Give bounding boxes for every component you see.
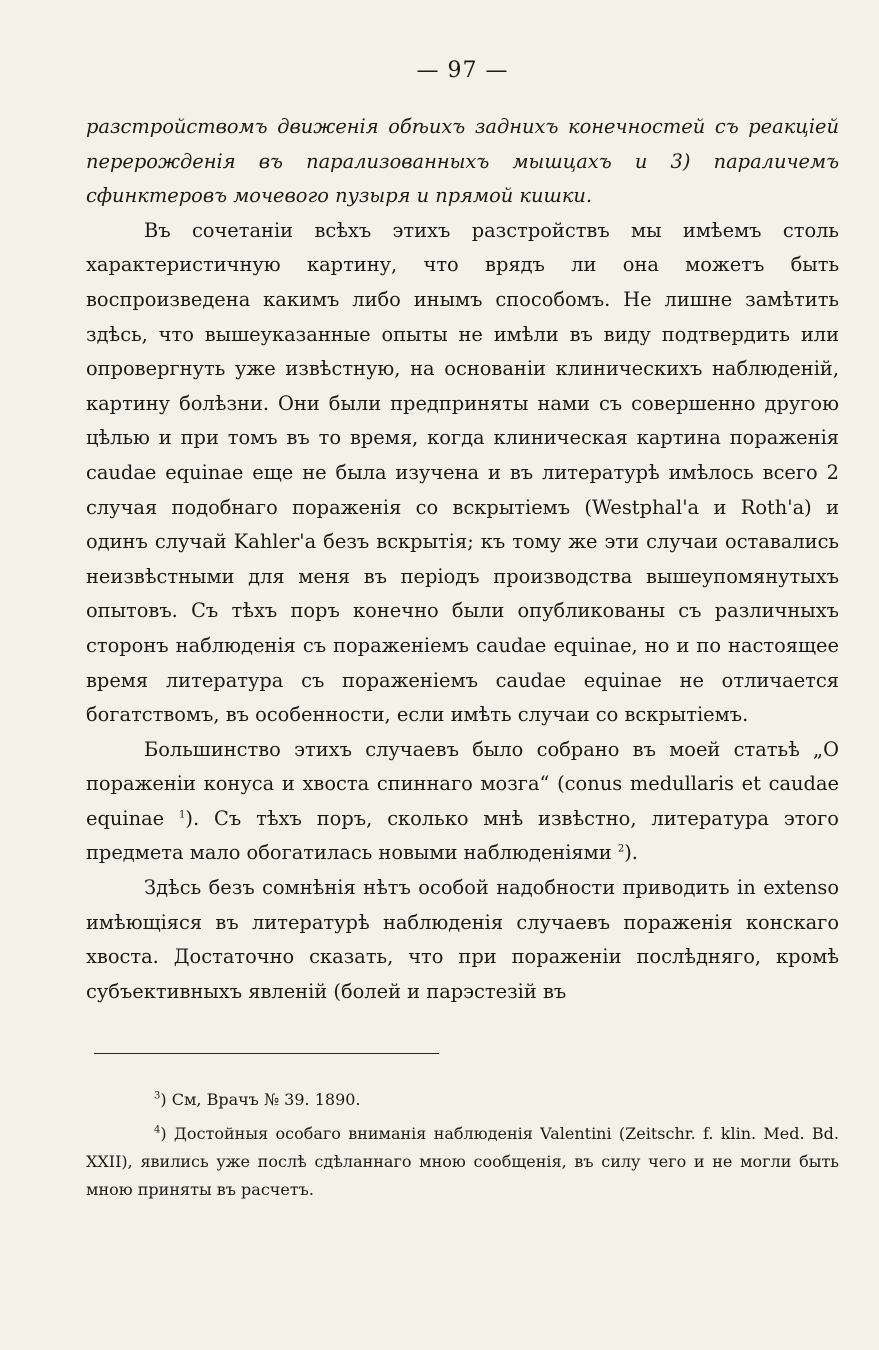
footnotes — [86, 1086, 839, 1204]
paragraph-4: Здѣсь безъ сомнѣнія нѣтъ особой надобности приводить in extenso имѣющіяся въ литературѣ наблюденія случаевъ пораженія конскаго хвоста. Достаточно сказать, что при пораженіи послѣдняго, кромѣ субъективныхъ явленій (болей и парэстезій въ — [86, 876, 839, 1003]
footnote-1-marker: 3 — [154, 1091, 161, 1103]
page-number: — 97 — — [416, 58, 509, 83]
footnote-2-marker: 4 — [154, 1125, 161, 1137]
paragraph-3-text-a: Большинство этихъ случаевъ было собрано въ моей статьѣ „О пораженіи конуса и хвоста спиннаго мозга“ (conus medullaris et caudae equinae — [86, 737, 839, 830]
paragraph-3-text-c: ). — [624, 841, 638, 865]
footnote-1-text: ) См, Врачъ № 39. 1890. — [160, 1090, 361, 1110]
main-text — [86, 110, 839, 1009]
paragraph-2: Въ сочетаніи всѣхъ этихъ разстройствъ мы имѣемъ столь характеристичную картину, что врядъ ли она можетъ быть воспроизведена какимъ либо инымъ способомъ. Не лишне замѣтить здѣсь, что вышеуказанные опыты не имѣли въ виду подтвердить или опровергнуть уже извѣстную, на основаніи клиническихъ наблюденій, картину болѣзни. Они были предприняты нами съ совершенно другою цѣлью и при томъ въ то время, когда клиническая картина пораженія caudae equinae еще не была изучена и въ литературѣ имѣлось всего 2 случая подобнаго пораженія со вскрытіемъ (Westphal'a и Roth'a) и одинъ случай Kahler'a безъ вскрытія; къ тому же эти случаи оставались неизвѣстными для меня въ періодъ производства вышеупомянутыхъ опытовъ. Съ тѣхъ поръ конечно были опубликованы съ различныхъ сторонъ наблюденія съ пораженіемъ caudae equinae, но и по настоящее время литература съ пораженіемъ caudae equinae не отличается богатствомъ, въ особенности, если имѣть случаи со вскрытіемъ. — [86, 218, 839, 727]
footnote-2 — [86, 1120, 839, 1204]
footnote-divider — [94, 1053, 439, 1054]
paragraph-3-text-b: ). Съ тѣхъ поръ, сколько мнѣ извѣстно, литература этого предмета мало обогатилась новыми наблюденіями — [86, 806, 839, 865]
paragraph-1: разстройствомъ движенія обѣихъ заднихъ конечностей съ реакціей перерожденія въ парализованныхъ мышцахъ и 3) параличемъ сфинктеровъ мочевого пузыря и прямой кишки. — [86, 115, 839, 208]
footnote-ref-1: 1 — [179, 809, 186, 821]
footnote-2-text: ) Достойныя особаго вниманія наблюденія Valentini (Zeitschr. f. klin. Med. Bd. XXII), явились уже послѣ сдѣланнаго мною сообщенія, въ силу чего и не могли быть мною приняты въ расчетъ. — [86, 1124, 839, 1200]
paragraph-3 — [86, 733, 839, 871]
footnote-ref-2: 2 — [617, 844, 625, 855]
footnote-1 — [86, 1086, 839, 1114]
